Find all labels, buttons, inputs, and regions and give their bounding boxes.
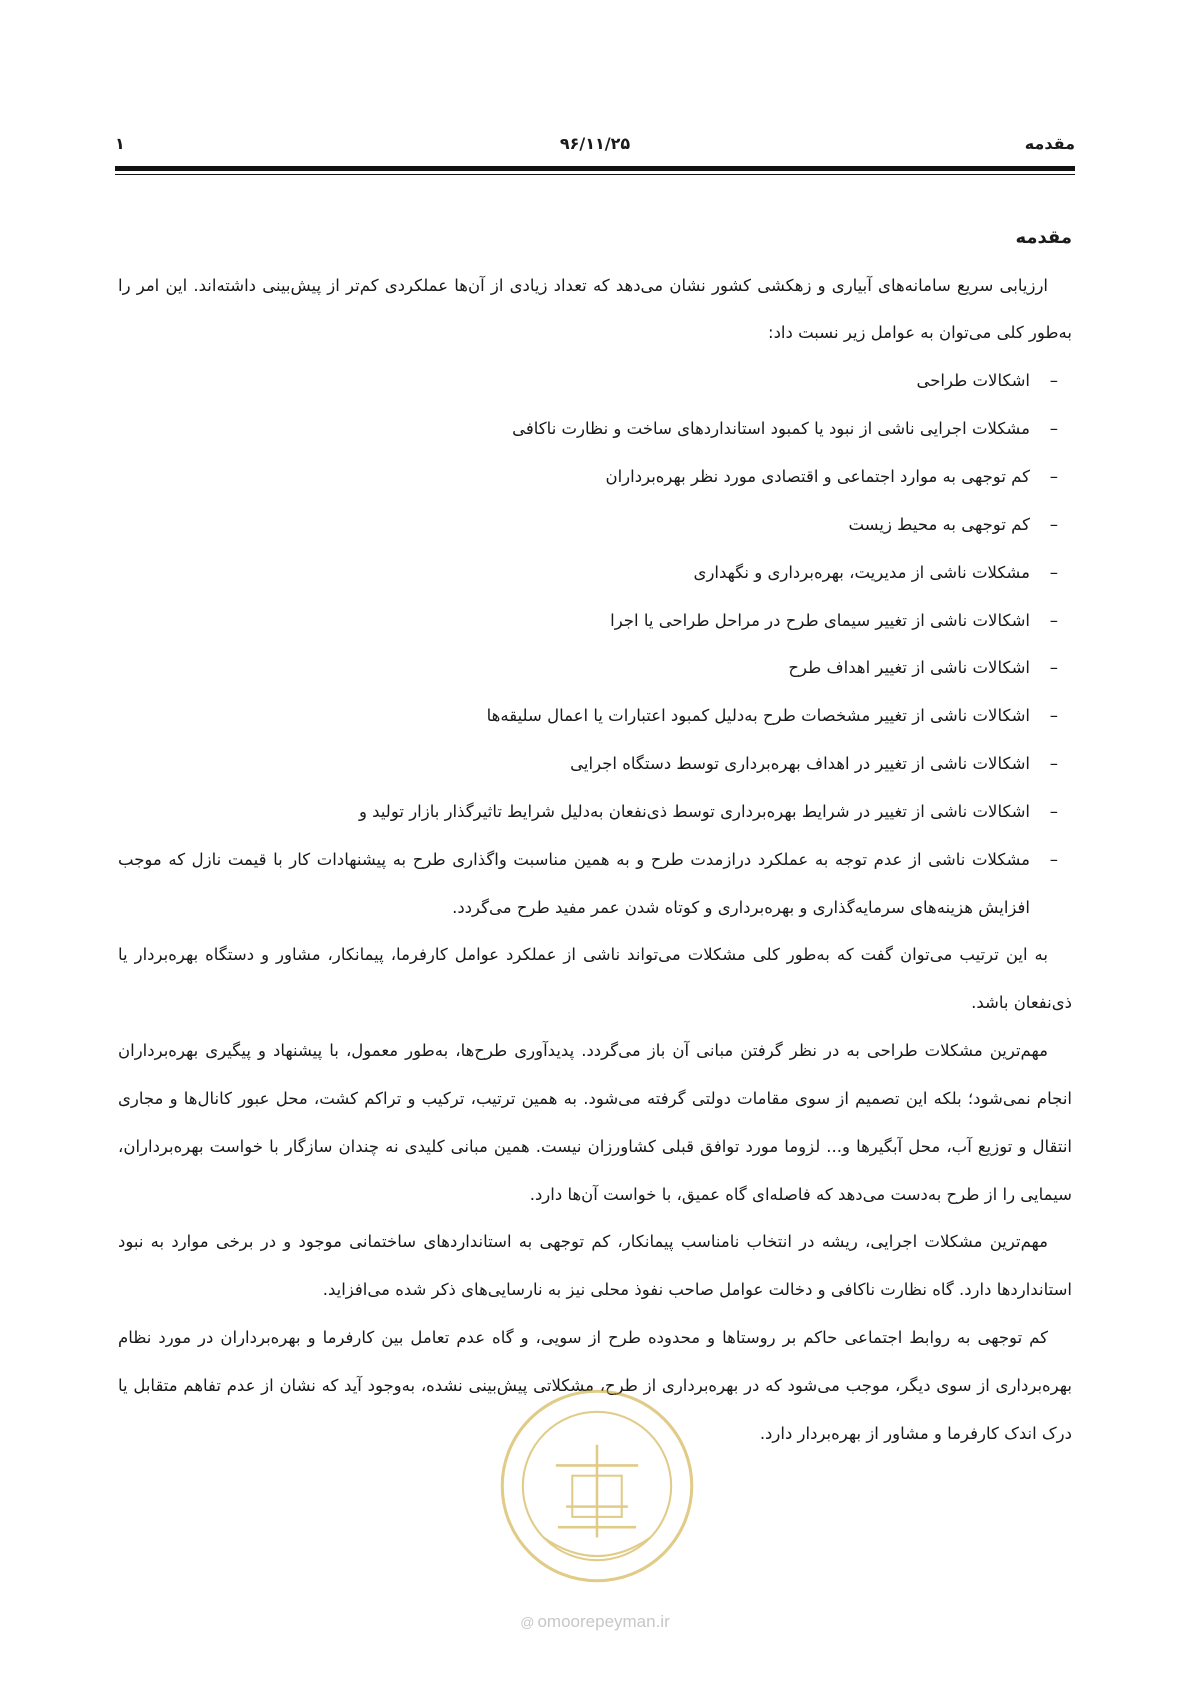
list-item: – کم توجهی به محیط زیست bbox=[118, 501, 1058, 549]
list-item: – اشکالات ناشی از تغییر در اهداف بهره‌برداری توسط دستگاه اجرایی bbox=[118, 740, 1058, 788]
header-chapter-title: مقدمه bbox=[1024, 134, 1075, 153]
header-page-number: ۱ bbox=[115, 134, 125, 153]
list-item: – اشکالات ناشی از تغییر اهداف طرح bbox=[118, 644, 1058, 692]
list-item: – مشکلات ناشی از مدیریت، بهره‌برداری و نگهداری bbox=[118, 549, 1058, 597]
list-item: – کم توجهی به موارد اجتماعی و اقتصادی مورد نظر بهره‌برداران bbox=[118, 453, 1058, 501]
list-item: – اشکالات ناشی از تغییر در شرایط بهره‌برداری توسط ذی‌نفعان به‌دلیل شرایط تاثیرگذار بازار تولید و bbox=[118, 788, 1058, 836]
watermark-url-text: omoorepeyman.ir bbox=[537, 1612, 670, 1631]
header-rule-thin bbox=[115, 174, 1075, 175]
section-title: مقدمه bbox=[1015, 227, 1072, 248]
list-item: – مشکلات ناشی از عدم توجه به عملکرد درازمدت طرح و به همین مناسبت واگذاری طرح به پیشنهادات کار با قیمت نازل که موجب افزایش هزینه‌های سرمایه‌گذاری و بهره‌برداری و کوتاه شدن عمر مفید طرح می‌گردد. bbox=[118, 836, 1058, 932]
body-paragraph: به این ترتیب می‌توان گفت که به‌طور کلی مشکلات می‌تواند ناشی از عملکرد عوامل کارفرما، پیمانکار، مشاور و دستگاه بهره‌بردار یا ذی‌نفعان باشد. bbox=[118, 945, 1072, 1013]
intro-paragraph: ارزیابی سریع سامانه‌های آبیاری و زهکشی کشور نشان می‌دهد که تعداد زیادی از آن‌ها عملکردی کم‌تر از پیش‌بینی داشته‌اند. این امر را به‌طور کلی می‌توان به عوامل زیر نسبت داد: bbox=[118, 275, 1072, 343]
list-item: – مشکلات اجرایی ناشی از نبود یا کمبود استانداردهای ساخت و نظارت ناکافی bbox=[118, 405, 1058, 453]
at-sign-icon: @ bbox=[520, 1614, 535, 1630]
page-content bbox=[118, 218, 1072, 1458]
list-item: – اشکالات طراحی bbox=[118, 357, 1058, 405]
watermark-url bbox=[0, 1612, 1190, 1632]
body-paragraph: کم توجهی به روابط اجتماعی حاکم بر روستاها و محدوده طرح از سویی، و گاه عدم تعامل بین کارفرما و بهره‌برداران در مورد نظام بهره‌برداری از سوی دیگر، موجب می‌شود که در بهره‌برداری از طرح، مشکلاتی پیش‌بینی نشده، به‌وجود آید که نشان از عدم تفاهم متقابل یا درک اندک کارفرما و مشاور از بهره‌بردار دارد. bbox=[118, 1328, 1072, 1443]
body-paragraph: مهم‌ترین مشکلات طراحی به در نظر گرفتن مبانی آن باز می‌گردد. پدیدآوری طرح‌ها، به‌طور معمول، با پیشنهاد و پیگیری بهره‌برداران انجام نمی‌شود؛ بلکه این تصمیم از سوی مقامات دولتی گرفته می‌شود. به همین ترتیب، ترکیب و تراکم کشت، محل عبور کانال‌ها و مجاری انتقال و توزیع آب، محل آبگیرها و... لزوما مورد توافق قبلی کشاورزان نیست. همین مبانی کلیدی نه چندان سازگار با خواست بهره‌برداران، سیمایی را از طرح به‌دست می‌دهد که فاصله‌ای گاه عمیق، با خواست آن‌ها دارد. bbox=[118, 1041, 1072, 1204]
page-header bbox=[115, 128, 1075, 156]
header-date: ۹۶/۱۱/۲۵ bbox=[559, 134, 631, 153]
body-paragraph: مهم‌ترین مشکلات اجرایی، ریشه در انتخاب نامناسب پیمانکار، کم توجهی به استانداردهای ساختمانی موجود و در برخی موارد به نبود استانداردها دارد. گاه نظارت ناکافی و دخالت عوامل صاحب نفوذ محلی نیز به نارسایی‌های ذکر شده می‌افزاید. bbox=[118, 1232, 1072, 1300]
header-rule-thick bbox=[115, 166, 1075, 171]
list-item: – اشکالات ناشی از تغییر مشخصات طرح به‌دلیل کمبود اعتبارات یا اعمال سلیقه‌ها bbox=[118, 692, 1058, 740]
list-item: – اشکالات ناشی از تغییر سیمای طرح در مراحل طراحی یا اجرا bbox=[118, 597, 1058, 645]
factors-list bbox=[118, 357, 1072, 931]
